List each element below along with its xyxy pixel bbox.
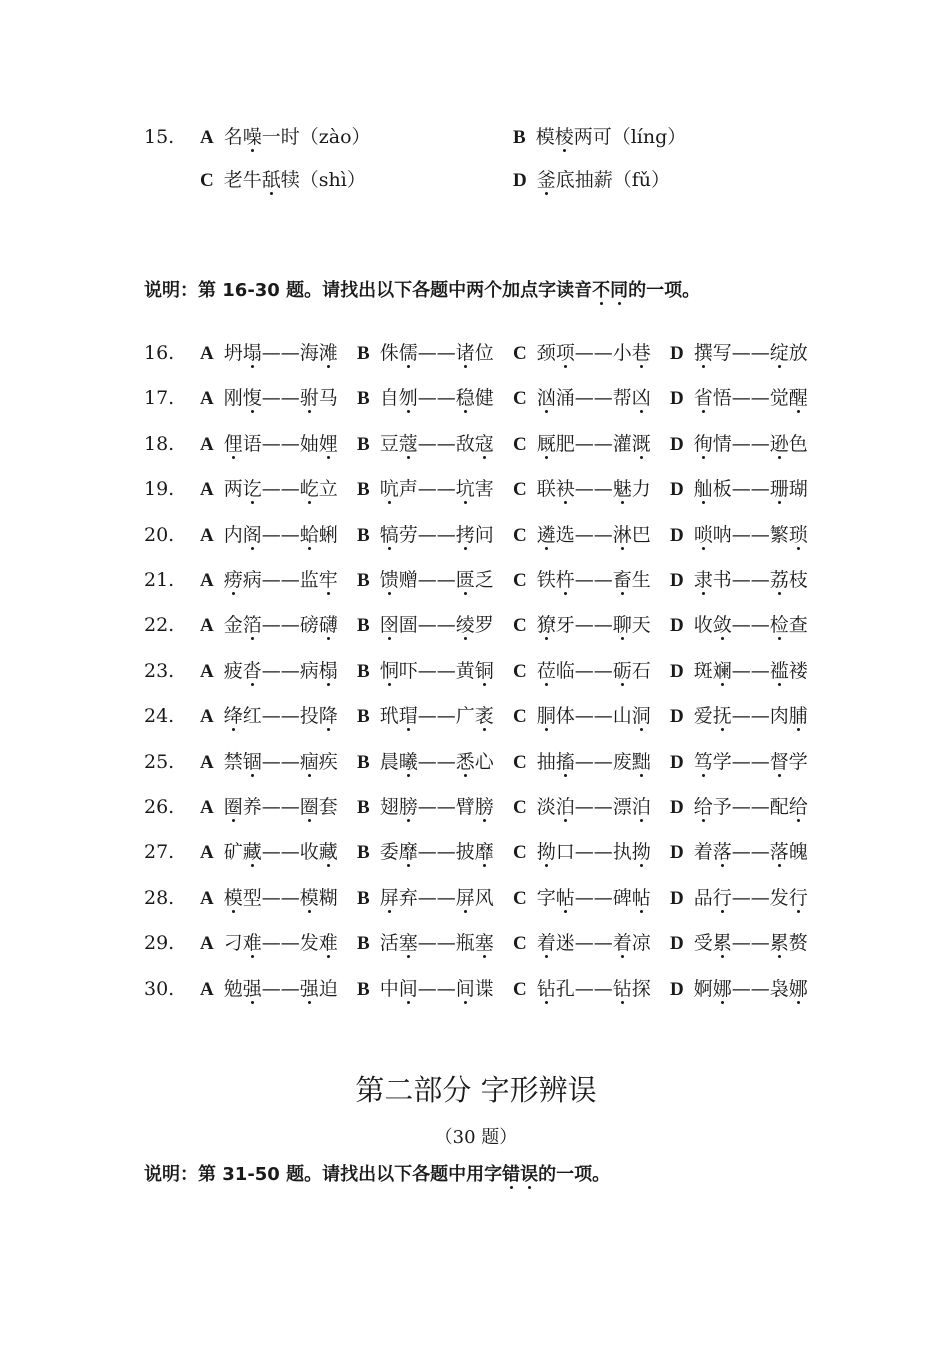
option-c: C 铁杵——畜生 [513, 569, 651, 591]
question-row [0, 701, 952, 731]
dotted-char: 礴 [318, 614, 338, 637]
question-15-row-1 [0, 122, 952, 152]
dash-separator: —— [731, 932, 770, 955]
question-number: 23. [144, 659, 175, 682]
dash-separator: —— [417, 432, 456, 455]
dotted-char: 笃 [693, 750, 713, 773]
dash-separator: —— [574, 977, 613, 1000]
dash-separator: —— [417, 659, 456, 682]
option-a: A 两讫——屹立 [200, 478, 338, 501]
dotted-char: 馈 [379, 569, 399, 591]
dotted-char: 屏 [379, 886, 399, 909]
dotted-char: 莅 [536, 659, 556, 682]
dash-separator: —— [731, 977, 770, 1000]
dotted-char: 榻 [318, 659, 338, 682]
dotted-char: 珊 [769, 478, 789, 501]
dash-separator: —— [261, 432, 300, 455]
question-row [0, 520, 952, 550]
dotted-char: 膀 [474, 796, 494, 818]
dotted-char: 督 [769, 750, 789, 773]
dotted-char: 钻 [536, 977, 556, 1000]
dash-separator: —— [731, 796, 770, 818]
dotted-char: 黜 [631, 750, 651, 773]
dotted-char: 匮 [455, 569, 475, 591]
dash-separator: —— [731, 342, 770, 364]
option-c: C 字帖——碑帖 [513, 886, 651, 909]
dotted-char: 魅 [612, 478, 632, 501]
question-number: 18. [144, 432, 175, 455]
dotted-char: 畜 [612, 569, 632, 591]
question-row [0, 747, 952, 777]
option-d: D 舢板——珊瑚 [670, 478, 808, 501]
option-d: D 爱抚——肉脯 [670, 705, 808, 728]
dotted-char: 徇 [693, 432, 713, 455]
dash-separator: —— [574, 932, 613, 955]
option-b: B 模棱两可（líng） [513, 126, 687, 148]
option-a: A 勉强——强迫 [200, 977, 338, 1000]
dotted-char: 沓 [242, 659, 262, 682]
dotted-char: 累 [712, 932, 732, 955]
dash-separator: —— [261, 750, 300, 773]
dotted-char: 脯 [788, 705, 808, 728]
dotted-char: 帖 [631, 886, 651, 909]
option-a: A 刁难——发难 [200, 932, 338, 955]
dotted-char: 项 [555, 342, 575, 364]
dotted-char: 行 [712, 886, 732, 909]
question-number: 30. [144, 977, 175, 1000]
question-row [0, 837, 952, 867]
option-a: A 痨病——监牢 [200, 569, 338, 591]
dotted-char: 痼 [299, 750, 319, 773]
dash-separator: —— [731, 659, 770, 682]
dotted-char: 帖 [555, 886, 575, 909]
dotted-char: 绽 [769, 342, 789, 364]
instruction-spelling: 说明：第 31-50 题。请找出以下各题中用字错误的一项。 [144, 1164, 611, 1185]
dotted-char: 稳 [455, 387, 475, 410]
option-c: C 钻孔——钻探 [513, 977, 651, 1000]
dotted-char: 着 [612, 932, 632, 955]
dotted-char: 落 [769, 841, 789, 864]
dotted-char: 聊 [612, 614, 632, 637]
dotted-char: 唢 [693, 523, 713, 546]
option-b: B 囹圄——绫罗 [357, 614, 494, 637]
dotted-char: 拗 [536, 841, 556, 864]
dotted-char: 棱 [554, 126, 574, 148]
dotted-char: 痨 [223, 569, 243, 591]
dotted-char: 袂 [555, 478, 575, 501]
option-b: B 犒劳——拷问 [357, 523, 494, 546]
dash-separator: —— [731, 432, 770, 455]
dotted-char: 强 [242, 977, 262, 1000]
section-title: 第二部分 字形辨误 [355, 1073, 597, 1107]
dotted-char: 靡 [398, 841, 418, 864]
dash-separator: —— [731, 387, 770, 410]
dotted-char: 娜 [788, 977, 808, 1000]
dotted-char: 圈 [299, 796, 319, 818]
dash-separator: —— [417, 387, 456, 410]
option-b: B 自刎——稳健 [357, 387, 494, 410]
option-c: C 联袂——魅力 [513, 478, 651, 501]
dotted-char: 刎 [398, 387, 418, 410]
dash-separator: —— [574, 750, 613, 773]
option-a: A 疲沓——病榻 [200, 659, 338, 682]
dotted-char: 隶 [693, 569, 713, 591]
option-d: D 给予——配给 [670, 796, 808, 818]
option-a: A 金箔——磅礴 [200, 614, 338, 637]
dotted-char: 舢 [693, 478, 713, 501]
option-a: A 名噪一时（zào） [200, 126, 371, 148]
dash-separator: —— [731, 478, 770, 501]
option-b: B 恫吓——黄铜 [357, 659, 494, 682]
dash-separator: —— [417, 342, 456, 364]
dotted-char: 间 [398, 977, 418, 1000]
dash-separator: —— [574, 796, 613, 818]
dotted-char: 汹 [536, 387, 556, 410]
dotted-char: 箔 [242, 614, 262, 637]
dotted-char: 累 [769, 932, 789, 955]
dotted-char: 塞 [474, 932, 494, 955]
option-d: D 隶书——荔枝 [670, 569, 808, 591]
dotted-char: 讫 [242, 478, 262, 501]
option-c: C 老牛舐犊（shì） [200, 169, 366, 191]
dotted-char: 绛 [223, 705, 243, 728]
dotted-char: 铜 [474, 659, 494, 682]
dotted-char: 错 [502, 1164, 521, 1185]
dotted-char: 噪 [242, 126, 262, 148]
dash-separator: —— [731, 569, 770, 591]
dash-separator: —— [261, 886, 300, 909]
dash-separator: —— [417, 841, 456, 864]
dotted-char: 屏 [455, 886, 475, 909]
dotted-char: 曦 [398, 750, 418, 773]
option-c: C 拗口——执拗 [513, 841, 651, 864]
dotted-char: 泊 [631, 796, 651, 818]
dash-separator: —— [417, 796, 456, 818]
dotted-char: 滩 [318, 342, 338, 364]
dash-separator: —— [261, 387, 300, 410]
dash-separator: —— [261, 659, 300, 682]
dotted-char: 膀 [398, 796, 418, 818]
dotted-char: 检 [769, 614, 789, 637]
dash-separator: —— [261, 705, 300, 728]
question-number: 17. [144, 387, 175, 410]
dotted-char: 不 [592, 280, 611, 301]
dotted-char: 吭 [379, 478, 399, 501]
dash-separator: —— [574, 841, 613, 864]
question-number: 20. [144, 523, 175, 546]
question-row [0, 474, 952, 504]
dash-separator: —— [731, 705, 770, 728]
question-number: 15. [144, 126, 175, 148]
option-d: D 着落——落魄 [670, 841, 808, 864]
question-row [0, 928, 952, 958]
dotted-char: 圈 [223, 796, 243, 818]
dotted-char: 荔 [769, 569, 789, 591]
dash-separator: —— [574, 659, 613, 682]
dotted-char: 舐 [261, 169, 281, 191]
dotted-char: 落 [712, 841, 732, 864]
dotted-char: 钻 [612, 977, 632, 1000]
dash-separator: —— [574, 478, 613, 501]
dotted-char: 杵 [555, 569, 575, 591]
option-a: A 禁锢——痼疾 [200, 750, 338, 773]
dotted-char: 娌 [318, 432, 338, 455]
dash-separator: —— [574, 886, 613, 909]
dotted-char: 敛 [712, 614, 732, 637]
dotted-char: 凶 [631, 387, 651, 410]
dotted-char: 给 [693, 796, 713, 818]
question-number: 16. [144, 342, 175, 364]
dotted-char: 犒 [379, 523, 399, 546]
dash-separator: —— [261, 523, 300, 546]
option-b: B 吭声——坑害 [357, 478, 494, 501]
dotted-char: 遴 [536, 523, 556, 546]
dash-separator: —— [261, 478, 300, 501]
question-row [0, 383, 952, 413]
dash-separator: —— [417, 569, 456, 591]
dotted-char: 塌 [242, 342, 262, 364]
dash-separator: —— [261, 977, 300, 1000]
option-d: D 撰写——绽放 [670, 342, 808, 364]
dash-separator: —— [261, 796, 300, 818]
dotted-char: 蔻 [398, 432, 418, 455]
dotted-char: 逊 [769, 432, 789, 455]
dotted-char: 釜 [536, 169, 556, 191]
option-d: D 釜底抽薪（fǔ） [513, 169, 671, 191]
dotted-char: 屹 [299, 478, 319, 501]
dash-separator: —— [417, 705, 456, 728]
dotted-char: 藏 [242, 841, 262, 864]
option-d: D 唢呐——繁琐 [670, 523, 808, 546]
dotted-char: 藏 [318, 841, 338, 864]
dash-separator: —— [731, 841, 770, 864]
question-number: 26. [144, 796, 175, 818]
option-b: B 中间——间谍 [357, 977, 494, 1000]
question-row [0, 610, 952, 640]
option-b: B 屏弃——屏风 [357, 886, 494, 909]
dash-separator: —— [261, 614, 300, 637]
dotted-char: 同 [610, 280, 629, 301]
dash-separator: —— [731, 523, 770, 546]
question-number: 29. [144, 932, 175, 955]
dotted-char: 模 [223, 886, 243, 909]
dotted-char: 塞 [398, 932, 418, 955]
dotted-char: 难 [242, 932, 262, 955]
dotted-char: 锢 [242, 750, 262, 773]
dotted-char: 抚 [712, 705, 732, 728]
question-number: 24. [144, 705, 175, 728]
dotted-char: 蛤 [299, 523, 319, 546]
question-row [0, 883, 952, 913]
question-number: 22. [144, 614, 175, 637]
dotted-char: 降 [318, 705, 338, 728]
dotted-char: 洞 [631, 705, 651, 728]
dash-separator: —— [261, 841, 300, 864]
dotted-char: 醒 [788, 387, 808, 410]
option-d: D 品行——发行 [670, 886, 808, 909]
option-b: B 翅膀——臂膀 [357, 796, 494, 818]
option-b: B 馈赠——匮乏 [357, 569, 494, 591]
option-c: C 汹涌——帮凶 [513, 387, 651, 410]
dash-separator: —— [731, 614, 770, 637]
option-c: C 胴体——山洞 [513, 705, 651, 728]
question-row [0, 656, 952, 686]
option-c: C 莅临——砺石 [513, 659, 651, 682]
dotted-char: 难 [318, 932, 338, 955]
option-c: C 抽搐——废黜 [513, 750, 651, 773]
question-number: 21. [144, 569, 175, 591]
dotted-char: 诸 [455, 342, 475, 364]
dotted-char: 娜 [712, 977, 732, 1000]
dotted-char: 恫 [379, 659, 399, 682]
option-c: C 獠牙——聊天 [513, 614, 651, 637]
dotted-char: 间 [455, 977, 475, 1000]
question-row [0, 338, 952, 368]
dash-separator: —— [574, 387, 613, 410]
dash-separator: —— [261, 932, 300, 955]
option-d: D 婀娜——袅娜 [670, 977, 808, 1000]
dash-separator: —— [574, 342, 613, 364]
dash-separator: —— [417, 614, 456, 637]
dotted-char: 着 [536, 932, 556, 955]
dotted-char: 撰 [693, 342, 713, 364]
option-b: B 侏儒——诸位 [357, 342, 494, 364]
dotted-char: 褴 [769, 659, 789, 682]
dash-separator: —— [417, 886, 456, 909]
option-a: A 俚语——妯娌 [200, 432, 338, 455]
dotted-char: 省 [693, 387, 713, 410]
dash-separator: —— [417, 478, 456, 501]
dotted-char: 胴 [536, 705, 556, 728]
dotted-char: 行 [788, 886, 808, 909]
option-c: C 颈项——小巷 [513, 342, 651, 364]
dash-separator: —— [261, 342, 300, 364]
option-d: D 受累——累赘 [670, 932, 808, 955]
dash-separator: —— [417, 523, 456, 546]
dash-separator: —— [574, 569, 613, 591]
dotted-char: 靡 [474, 841, 494, 864]
option-d: D 省悟——觉醒 [670, 387, 808, 410]
dotted-char: 瑁 [398, 705, 418, 728]
option-c: C 淡泊——漂泊 [513, 796, 651, 818]
option-a: A 内阁——蛤蜊 [200, 523, 338, 546]
dotted-char: 驸 [299, 387, 319, 410]
dotted-char: 溉 [631, 432, 651, 455]
question-number: 28. [144, 886, 175, 909]
dotted-char: 斓 [712, 659, 732, 682]
option-c: C 厩肥——灌溉 [513, 432, 651, 455]
dotted-char: 寇 [474, 432, 494, 455]
option-c: C 着迷——着凉 [513, 932, 651, 955]
option-b: B 豆蔻——敌寇 [357, 432, 494, 455]
option-a: A 刚愎——驸马 [200, 387, 338, 410]
dotted-char: 阁 [242, 523, 262, 546]
option-d: D 收敛——检查 [670, 614, 808, 637]
dash-separator: —— [731, 750, 770, 773]
option-d: D 徇情——逊色 [670, 432, 808, 455]
dash-separator: —— [574, 614, 613, 637]
dash-separator: —— [574, 523, 613, 546]
option-a: A 坍塌——海滩 [200, 342, 338, 364]
dotted-char: 砺 [612, 659, 632, 682]
dotted-char: 泊 [555, 796, 575, 818]
dotted-char: 给 [788, 796, 808, 818]
dotted-char: 儒 [398, 342, 418, 364]
dotted-char: 俚 [223, 432, 243, 455]
dotted-char: 巷 [631, 342, 651, 364]
option-b: B 晨曦——悉心 [357, 750, 494, 773]
dotted-char: 拷 [455, 523, 475, 546]
instruction-pronunciation: 说明：第 16-30 题。请找出以下各题中两个加点字读音不同的一项。 [144, 280, 701, 301]
option-d: D 笃学——督学 [670, 750, 808, 773]
dotted-char: 坑 [455, 478, 475, 501]
option-a: A 模型——模糊 [200, 886, 338, 909]
dotted-char: 搐 [555, 750, 575, 773]
dotted-char: 厩 [536, 432, 556, 455]
question-number: 25. [144, 750, 175, 773]
dotted-char: 悉 [455, 750, 475, 773]
dotted-char: 误 [520, 1164, 539, 1185]
dotted-char: 绫 [455, 614, 475, 637]
dash-separator: —— [261, 569, 300, 591]
dotted-char: 袤 [474, 705, 494, 728]
dotted-char: 牢 [318, 569, 338, 591]
question-row [0, 792, 952, 822]
dash-separator: —— [417, 977, 456, 1000]
dotted-char: 琐 [788, 523, 808, 546]
option-b: B 活塞——瓶塞 [357, 932, 494, 955]
dotted-char: 模 [299, 886, 319, 909]
option-a: A 矿藏——收藏 [200, 841, 338, 864]
dotted-char: 囹 [379, 614, 399, 637]
option-b: B 玳瑁——广袤 [357, 705, 494, 728]
dotted-char: 愎 [242, 387, 262, 410]
dash-separator: —— [417, 932, 456, 955]
question-number: 19. [144, 478, 175, 501]
question-row [0, 565, 952, 595]
option-c: C 遴选——淋巴 [513, 523, 651, 546]
dash-separator: —— [574, 432, 613, 455]
dotted-char: 强 [299, 977, 319, 1000]
option-a: A 圈养——圈套 [200, 796, 338, 818]
option-a: A 绛红——投降 [200, 705, 338, 728]
dotted-char: 拗 [631, 841, 651, 864]
dotted-char: 獠 [536, 614, 556, 637]
question-number: 27. [144, 841, 175, 864]
question-15-row-2 [0, 165, 952, 195]
dash-separator: —— [574, 705, 613, 728]
question-row [0, 974, 952, 1004]
section-subtitle: （30 题） [434, 1127, 518, 1148]
dash-separator: —— [731, 886, 770, 909]
dash-separator: —— [417, 750, 456, 773]
question-row [0, 429, 952, 459]
option-d: D 斑斓——褴褛 [670, 659, 808, 682]
option-b: B 委靡——披靡 [357, 841, 494, 864]
dotted-char: 淋 [612, 523, 632, 546]
